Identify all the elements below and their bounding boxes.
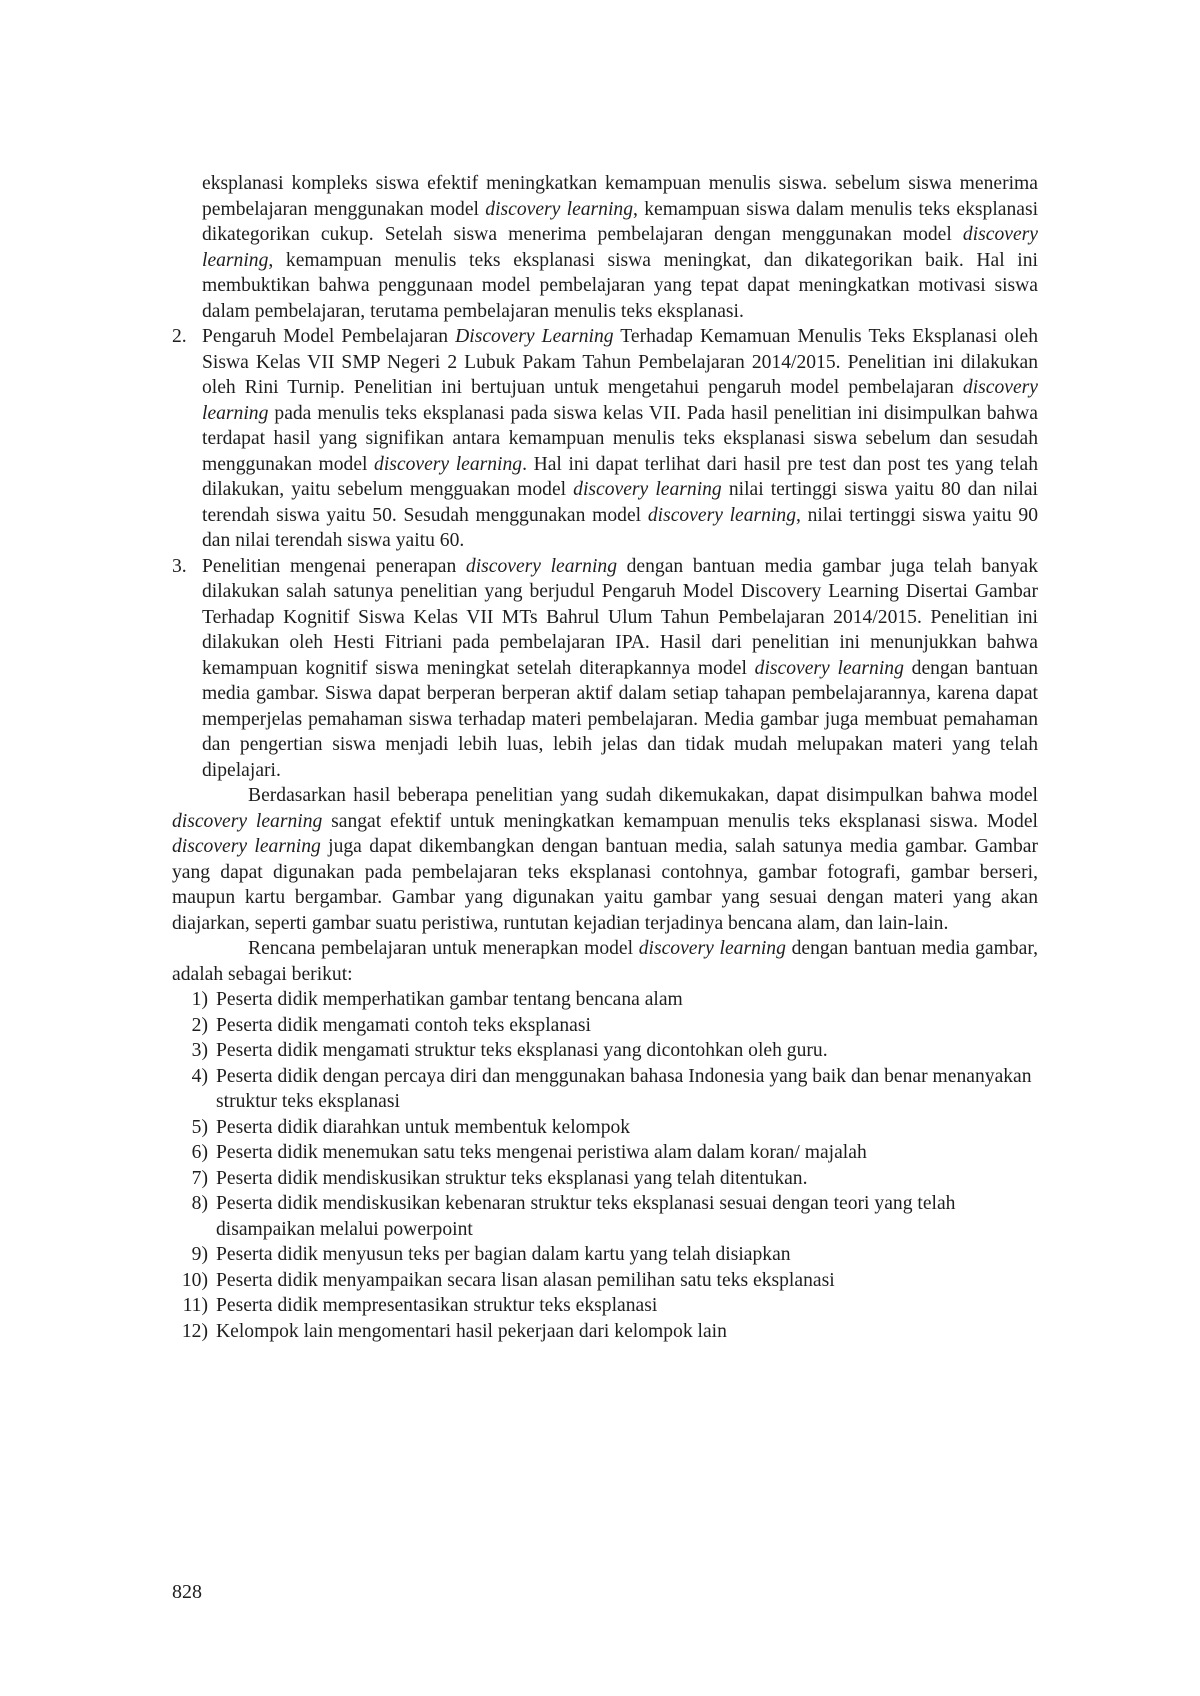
italic-term: discovery learning bbox=[374, 453, 523, 475]
step-text: Peserta didik dengan percaya diri dan menggunakan bahasa Indonesia yang baik dan benar menanyakan struktur teks eksplanasi bbox=[216, 1065, 1032, 1112]
item-text: Pengaruh Model Pembelajaran Discovery Learning Terhadap Kemamuan Menulis Teks Eksplanasi oleh Siswa Kelas VII SMP Negeri 2 Lubuk Pakam Tahun Pembelajaran 2014/2015. Penelitian ini dilakukan oleh Rini Turnip. Penelitian ini bertujuan untuk mengetahui pengaruh model pembelajaran discovery learning pada menulis teks eksplanasi pada siswa kelas VII. Pada hasil penelitian ini disimpulkan bahwa terdapat hasil yang signifikan antara kemampuan menulis teks eksplanasi siswa sebelum dan sesudah menggunakan model discovery learning. Hal ini dapat terlihat dari hasil pre test dan post tes yang telah dilakukan, yaitu sebelum mengguakan model discovery learning nilai tertinggi siswa yaitu 80 dan nilai terendah siswa yaitu 50. Sesudah menggunakan model discovery learning, nilai tertinggi siswa yaitu 90 dan nilai terendah siswa yaitu 60. bbox=[202, 326, 1039, 551]
step-text: Peserta didik mengamati struktur teks eksplanasi yang dicontohkan oleh guru. bbox=[216, 1040, 828, 1061]
step-text: Peserta didik mendiskusikan kebenaran struktur teks eksplanasi sesuai dengan teori yang telah disampaikan melalui powerpoint bbox=[216, 1193, 956, 1240]
numbered-item-2 bbox=[172, 324, 1038, 554]
step-text: Peserta didik menemukan satu teks mengenai peristiwa alam dalam koran/ majalah bbox=[216, 1142, 867, 1163]
step-number: 7) bbox=[191, 1167, 208, 1189]
italic-term: discovery learning bbox=[647, 504, 797, 526]
step-text: Peserta didik mempresentasikan struktur teks eksplanasi bbox=[216, 1295, 658, 1316]
conclusion-paragraph: Berdasarkan hasil beberapa penelitian yang sudah dikemukakan, dapat disimpulkan bahwa model discovery learning sangat efektif untuk meningkatkan kemampuan menulis teks eksplanasi siswa. Model discovery learning juga dapat dikembangkan dengan bantuan media, salah satunya media gambar. Gambar yang dapat digunakan pada pembelajaran teks eksplanasi contohnya, gambar fotografi, gambar berseri, maupun kartu bergambar. Gambar yang digunakan yaitu gambar yang sesuai dengan materi yang akan diajarkan, seperti gambar suatu peristiwa, runtutan kejadian terjadinya bencana alam, dan lain-lain. bbox=[172, 785, 1038, 934]
step-number: 11) bbox=[182, 1295, 208, 1316]
step-number: 8) bbox=[191, 1193, 208, 1214]
step-number: 9) bbox=[191, 1244, 208, 1265]
list-item bbox=[172, 1293, 1038, 1319]
body-text bbox=[172, 171, 1038, 1344]
italic-term: discovery learning bbox=[638, 938, 786, 959]
step-number: 12) bbox=[181, 1320, 208, 1342]
step-text: Peserta didik mengamati contoh teks eksplanasi bbox=[216, 1014, 591, 1036]
list-item bbox=[172, 1064, 1038, 1115]
italic-term: discovery learning bbox=[202, 377, 1038, 424]
step-number: 4) bbox=[191, 1065, 208, 1087]
list-item bbox=[172, 1140, 1038, 1166]
list-item bbox=[172, 1115, 1038, 1141]
step-text: Peserta didik memperhatikan gambar tentang bencana alam bbox=[216, 989, 683, 1010]
italic-term: discovery learning bbox=[172, 810, 323, 832]
item-text: Penelitian mengenai penerapan discovery learning dengan bantuan media gambar juga telah banyak dilakukan salah satunya penelitian yang berjudul Pengaruh Model Discovery Learning Disertai Gambar Terhadap Kognitif Siswa Kelas VII MTs Bahrul Ulum Tahun Pembelajaran 2014/2015. Penelitian ini dilakukan oleh Hesti Fitriani pada pembelajaran IPA. Hasil dari penelitian ini menunjukkan bahwa kemampuan kognitif siswa meningkat setelah diterapkannya model discovery learning dengan bantuan media gambar. Siswa dapat berperan berperan aktif dalam setiap tahapan pembelajarannya, karena dapat memperjelas pemahaman siswa terhadap materi pembelajaran. Media gambar juga membuat pemahaman dan pengertian siswa menjadi lebih luas, lebih jelas dan tidak mudah melupakan materi yang telah dipelajari. bbox=[202, 555, 1039, 781]
list-item bbox=[172, 1038, 1038, 1064]
plan-paragraph: Rencana pembelajaran untuk menerapkan model discovery learning dengan bantuan media gambar, adalah sebagai berikut: bbox=[172, 938, 1038, 985]
italic-term: discovery learning bbox=[202, 224, 1038, 271]
step-text: Peserta didik menyusun teks per bagian dalam kartu yang telah disiapkan bbox=[216, 1244, 791, 1265]
item-number: 3. bbox=[172, 555, 187, 577]
step-number: 10) bbox=[181, 1269, 208, 1291]
numbered-item-3 bbox=[172, 554, 1038, 784]
list-item bbox=[172, 1013, 1038, 1039]
list-item bbox=[172, 1242, 1038, 1268]
italic-term: discovery learning bbox=[465, 555, 618, 577]
item-number: 2. bbox=[172, 326, 187, 347]
list-item bbox=[172, 1166, 1038, 1192]
step-text: Peserta didik diarahkan untuk membentuk kelompok bbox=[216, 1116, 631, 1138]
step-text: Peserta didik menyampaikan secara lisan alasan pemilihan satu teks eksplanasi bbox=[216, 1269, 835, 1291]
italic-term: discovery learning bbox=[754, 657, 904, 679]
step-number: 3) bbox=[191, 1040, 208, 1061]
page-number: 828 bbox=[172, 1581, 202, 1603]
italic-term: discovery learning bbox=[172, 836, 321, 857]
list-item bbox=[172, 1319, 1038, 1345]
list-item bbox=[172, 1268, 1038, 1294]
step-number: 6) bbox=[191, 1142, 208, 1163]
italic-term: Discovery Learning bbox=[455, 326, 614, 347]
list-item bbox=[172, 987, 1038, 1013]
italic-term: discovery learning bbox=[573, 479, 722, 500]
step-text: Kelompok lain mengomentari hasil pekerjaan dari kelompok lain bbox=[216, 1320, 727, 1342]
list-item bbox=[172, 1191, 1038, 1242]
steps-list bbox=[172, 987, 1038, 1344]
intro-continuation bbox=[172, 171, 1038, 324]
intro-paragraph: eksplanasi kompleks siswa efektif meningkatkan kemampuan menulis siswa. sebelum siswa menerima pembelajaran menggunakan model discovery learning, kemampuan siswa dalam menulis teks eksplanasi dikategorikan cukup. Setelah siswa menerima pembelajaran dengan menggunakan model discovery learning, kemampuan menulis teks eksplanasi siswa meningkat, dan dikategorikan baik. Hal ini membuktikan bahwa penggunaan model pembelajaran yang tepat dapat meningkatkan motivasi siswa dalam pembelajaran, terutama pembelajaran menulis teks eksplanasi. bbox=[202, 173, 1039, 322]
step-number: 2) bbox=[191, 1014, 208, 1036]
step-number: 5) bbox=[191, 1116, 208, 1138]
italic-term: discovery learning bbox=[485, 198, 634, 220]
step-number: 1) bbox=[191, 989, 208, 1010]
step-text: Peserta didik mendiskusikan struktur teks eksplanasi yang telah ditentukan. bbox=[216, 1167, 808, 1189]
